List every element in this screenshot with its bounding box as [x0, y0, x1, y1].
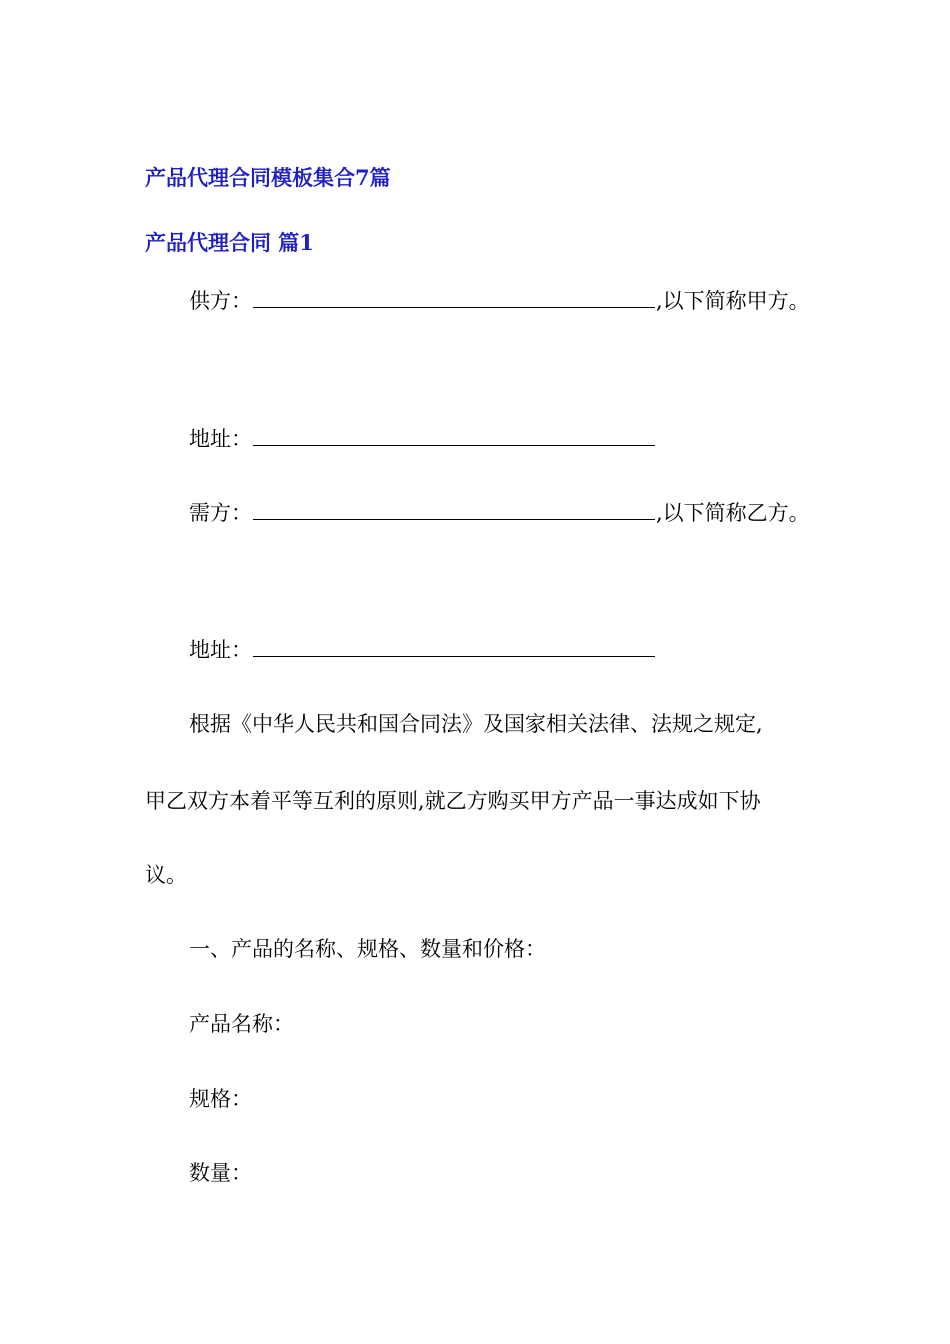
supplier-suffix: ,以下简称甲方。 [656, 289, 810, 313]
document-title: 产品代理合同模板集合7篇 [145, 165, 391, 190]
supplier-blank [253, 287, 655, 308]
supplier-address-label: 地址： [189, 427, 252, 451]
buyer-address-label: 地址： [189, 638, 252, 662]
paragraph-line-3: 议。 [145, 863, 187, 887]
paragraph-line-2: 甲乙双方本着平等互利的原则,就乙方购买甲方产品一事达成如下协 [145, 789, 761, 813]
buyer-suffix: ,以下简称乙方。 [656, 501, 810, 525]
supplier-label: 供方： [189, 289, 252, 313]
buyer-address-line [189, 636, 656, 664]
buyer-blank [253, 499, 655, 520]
supplier-address-line [189, 425, 656, 453]
product-name-label: 产品名称： [189, 1012, 294, 1036]
supplier-line [189, 287, 810, 315]
spec-label: 规格： [189, 1087, 252, 1111]
paragraph-line-1: 根据《中华人民共和国合同法》及国家相关法律、法规之规定, [189, 712, 763, 736]
buyer-label: 需方： [189, 501, 252, 525]
quantity-label: 数量： [189, 1161, 252, 1185]
buyer-line [189, 499, 810, 527]
clause-1-heading: 一、产品的名称、规格、数量和价格： [189, 937, 546, 961]
section-title: 产品代理合同 篇1 [145, 230, 314, 255]
buyer-address-blank [253, 636, 655, 657]
supplier-address-blank [253, 425, 655, 446]
